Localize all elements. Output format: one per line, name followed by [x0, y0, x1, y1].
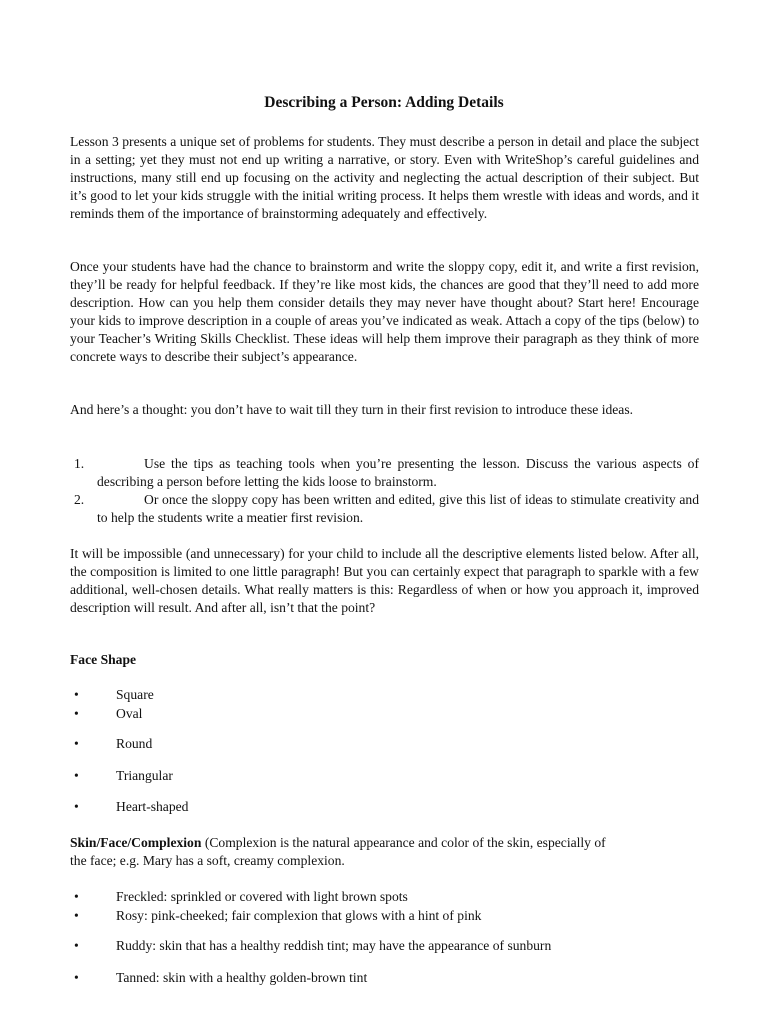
bullet-icon: • — [74, 687, 79, 702]
bullet-icon: • — [74, 706, 79, 721]
skin-heading: Skin/Face/Complexion — [70, 835, 202, 850]
numbered-item-2 — [70, 491, 699, 527]
skin-intro-line2: the face; e.g. Mary has a soft, creamy complexion. — [70, 853, 345, 869]
list-item-text: Ruddy: skin that has a healthy reddish tint; may have the appearance of sunburn — [116, 938, 552, 953]
list-item-text: Or once the sloppy copy has been written and edited, give this list of ideas to stimulate creativity and to help the students write a meatier first revision. — [97, 492, 699, 526]
list-item-text: Triangular — [116, 768, 173, 783]
numbered-item-1 — [70, 455, 699, 491]
bullet-icon: • — [74, 938, 79, 953]
bullet-icon: • — [74, 736, 79, 751]
list-item-text: Square — [116, 687, 154, 702]
paragraph-revision: Once your students have had the chance to brainstorm and write the sloppy copy, edit it, and write a first revision, they’ll be ready for helpful feedback. If they’re like most kids, the chances are good that they’ll need to add more description. How can you help them consider details they may never have thought about? Start here! Encourage your kids to improve description in a couple of areas you’ve indicated as weak. Attach a copy of the tips (below) to your Teacher’s Writing Skills Checklist. These ideas will help them improve their paragraph as they think of more concrete ways to describe their subject’s appearance. — [70, 259, 699, 365]
paragraph-intro: Lesson 3 presents a unique set of problems for students. They must describe a person in detail and place the subject in a setting; yet they must not end up writing a narrative, or story. Even with WriteShop’s careful guidelines and instructions, many still end up focusing on the activity and neglecting the actual description of their subject. But it’s good to let your kids struggle with the initial writing process. It helps them wrestle with ideas and words, and it reminds them of the importance of brainstorming adequately and effectively. — [70, 134, 699, 222]
list-number: 2. — [74, 492, 85, 507]
skin-intro — [70, 834, 699, 870]
list-item-text: Oval — [116, 706, 143, 721]
list-item-text: Round — [116, 736, 153, 751]
bullet-icon: • — [74, 889, 79, 904]
skin-intro-line1: (Complexion is the natural appearance and color of the skin, especially of — [201, 835, 606, 850]
paragraph-conclusion: It will be impossible (and unnecessary) for your child to include all the descriptive elements listed below. After all, the composition is limited to one little paragraph! But you can certainly expect that paragraph to sparkle with a few additional, well-chosen details. What really matters is this: Regardless of when or how you approach it, improved description will result. And after all, isn’t that the point? — [70, 546, 699, 616]
list-item-text: Tanned: skin with a healthy golden-brown tint — [116, 970, 368, 985]
bullet-icon: • — [74, 768, 79, 783]
list-item-text: Use the tips as teaching tools when you’re presenting the lesson. Discuss the various aspects of describing a person before letting the kids loose to brainstorm. — [97, 456, 699, 490]
paragraph-thought: And here’s a thought: you don’t have to wait till they turn in their first revision to introduce these ideas. — [70, 402, 634, 417]
list-item-text: Freckled: sprinkled or covered with light brown spots — [116, 889, 408, 904]
list-number: 1. — [74, 456, 85, 471]
bullet-icon: • — [74, 970, 79, 985]
list-item-text: Rosy: pink-cheeked; fair complexion that glows with a hint of pink — [116, 908, 482, 923]
page-title: Describing a Person: Adding Details — [264, 94, 504, 111]
bullet-icon: • — [74, 799, 79, 814]
bullet-icon: • — [74, 908, 79, 923]
face-shape-heading: Face Shape — [70, 652, 137, 667]
list-item-text: Heart-shaped — [116, 799, 189, 814]
